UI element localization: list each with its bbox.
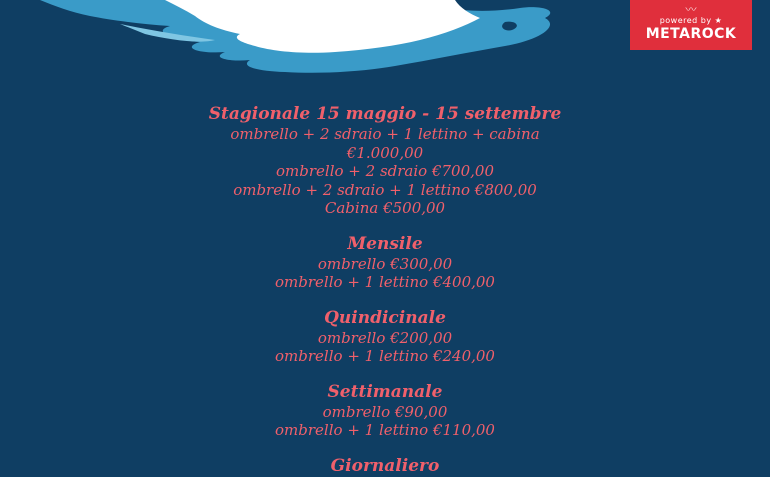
price-line: ombrello €300,00 [317, 254, 453, 273]
section-title: Stagionale 15 maggio - 15 settembre [208, 104, 562, 124]
section-giornaliero [0, 456, 770, 477]
section-mensile [0, 234, 770, 292]
price-line: ombrello €200,00 [317, 328, 453, 347]
price-line: ombrello + 2 sdraio €700,00 [276, 162, 494, 180]
logo-powered-by: powered by ★ [659, 16, 723, 25]
section-title: Quindicinale [324, 307, 446, 328]
price-line: ombrello + 2 sdraio + 1 lettino €800,00 [233, 180, 537, 199]
section-stagionale [0, 104, 770, 218]
price-line: ombrello €90,00 [322, 402, 448, 421]
logo-brand: METAROCK [645, 26, 737, 42]
section-title: Mensile [347, 233, 423, 254]
price-list [0, 104, 770, 477]
section-title: Giornaliero [330, 455, 440, 476]
price-line: €1.000,00 [346, 143, 424, 162]
price-line: Cabina €500,00 [324, 199, 446, 217]
metarock-logo [630, 0, 752, 50]
logo-swirl-icon: 〰 [685, 3, 697, 16]
price-line: ombrello + 2 sdraio + 1 lettino + cabina [230, 125, 540, 143]
section-settimanale [0, 382, 770, 440]
price-line: ombrello + 1 lettino €110,00 [275, 421, 495, 439]
price-line: ombrello + 1 lettino €400,00 [275, 273, 495, 291]
section-title: Settimanale [327, 381, 443, 402]
price-line: ombrello + 1 lettino €240,00 [275, 347, 495, 365]
section-quindicinale [0, 308, 770, 366]
